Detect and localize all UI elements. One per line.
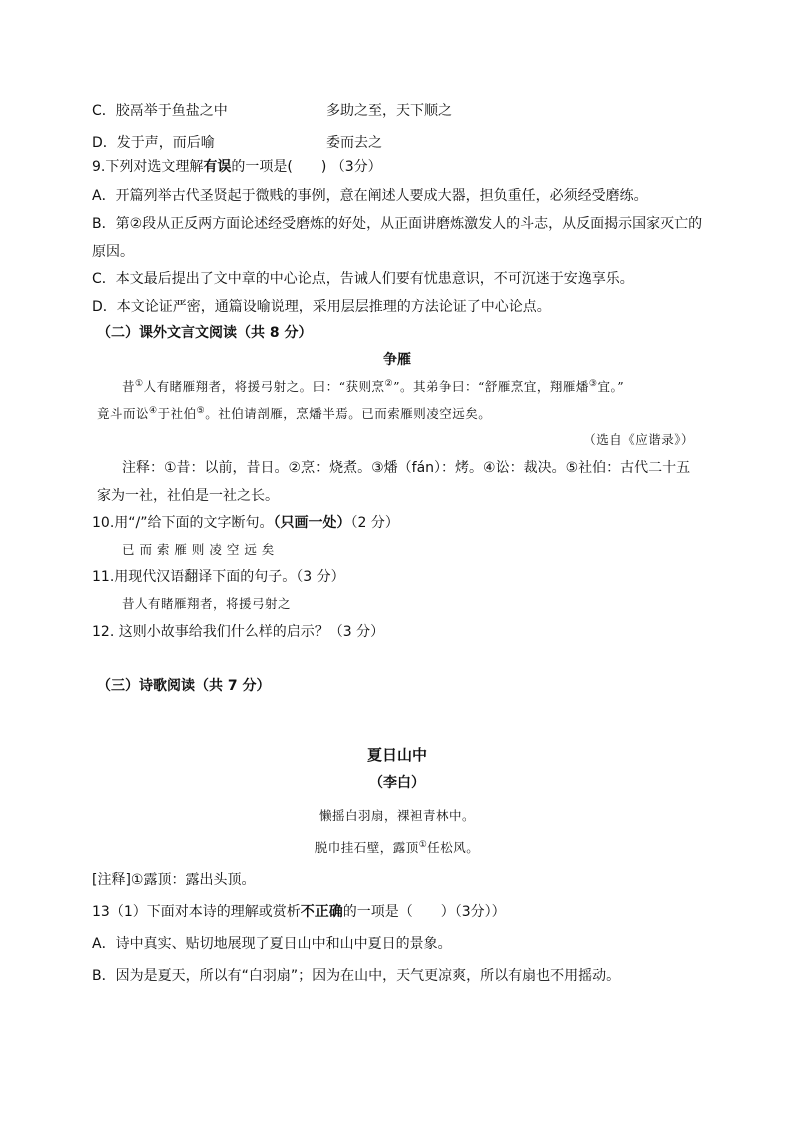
question-11: 11.用现代汉语翻译下面的句子。（3 分） [92, 569, 345, 585]
option-c-right: 多助之至，天下顺之 [326, 103, 452, 119]
q9-option-d: D．本文论证严密，通篇设喻说理，采用层层推理的方法论证了中心论点。 [92, 299, 551, 315]
poem-title: 夏日山中 [366, 746, 427, 764]
question-12: 12. 这则小故事给我们什么样的启示？（3 分） [92, 624, 385, 640]
question-10: 10.用“/”给下面的文字断句。（只画一处）（2 分） [92, 515, 399, 531]
q13-option-b: B．因为是夏天，所以有“白羽扇”；因为在山中，天气更凉爽，所以有扇也不用摇动。 [92, 968, 621, 984]
poem-author: （李白） [369, 775, 425, 791]
q9-option-b: B．第②段从正反两方面论述经受磨炼的好处，从正面讲磨炼激发人的斗志，从反面揭示国家灭亡的 [92, 216, 703, 232]
passage-line-2: 竟斗而讼④于社伯⑤。社伯请剖雁，烹燔半焉。已而索雁则凌空远矣。 [97, 405, 492, 421]
passage-notes: 注释：①昔：以前，昔日。②烹：烧煮。③燔（fán）：烤。④讼：裁决。⑤社伯：古代二十五 [122, 460, 691, 476]
passage-source: （选自《应谐录》） [583, 432, 694, 447]
poem-line-1: 懒摇白羽扇，裸袒青林中。 [318, 808, 475, 823]
section-2-heading: （二）课外文言文阅读（共 8 分） [97, 325, 313, 341]
passage-title: 争雁 [383, 352, 411, 368]
passage-notes-cont: 家为一社，社伯是一社之长。 [97, 488, 279, 504]
q9-option-c: C．本文最后提出了文中章的中心论点，告诫人们要有忧患意识，不可沉迷于安逸享乐。 [92, 271, 634, 287]
passage-line-1: 昔①人有睹雁翔者，将援弓射之。曰：“获则烹②”。其弟争曰：“舒雁烹宜，翔雁燔③宜。” [122, 378, 625, 394]
q9-option-a: A．开篇列举古代圣贤起于微贱的事例，意在阐述人要成大器，担负重任，必须经受磨练。 [92, 188, 648, 204]
option-d-right: 委而去之 [326, 135, 382, 151]
section-3-heading: （三）诗歌阅读（共 7 分） [97, 678, 271, 694]
q11-text: 昔人有睹雁翔者，将援弓射之 [122, 596, 292, 611]
question-13: 13（1）下面对本诗的理解或赏析不正确的一项是（ ）（3分）） [92, 904, 506, 920]
poem-note: [注释]①露顶：露出头顶。 [92, 872, 256, 888]
option-c-left: C．胶鬲举于鱼盐之中 [92, 103, 228, 119]
q9-option-b-cont: 原因。 [92, 244, 134, 260]
question-9: 9.下列对选文理解有误的一项是( ) （3分） [92, 159, 382, 175]
q13-option-a: A．诗中真实、贴切地展现了夏日山中和山中夏日的景象。 [92, 936, 452, 952]
option-d-left: D．发于声，而后喻 [92, 135, 215, 151]
q10-text: 已 而 索 雁 则 凌 空 远 矣 [122, 542, 275, 557]
poem-line-2: 脱巾挂石壁，露顶①任松风。 [314, 839, 480, 855]
